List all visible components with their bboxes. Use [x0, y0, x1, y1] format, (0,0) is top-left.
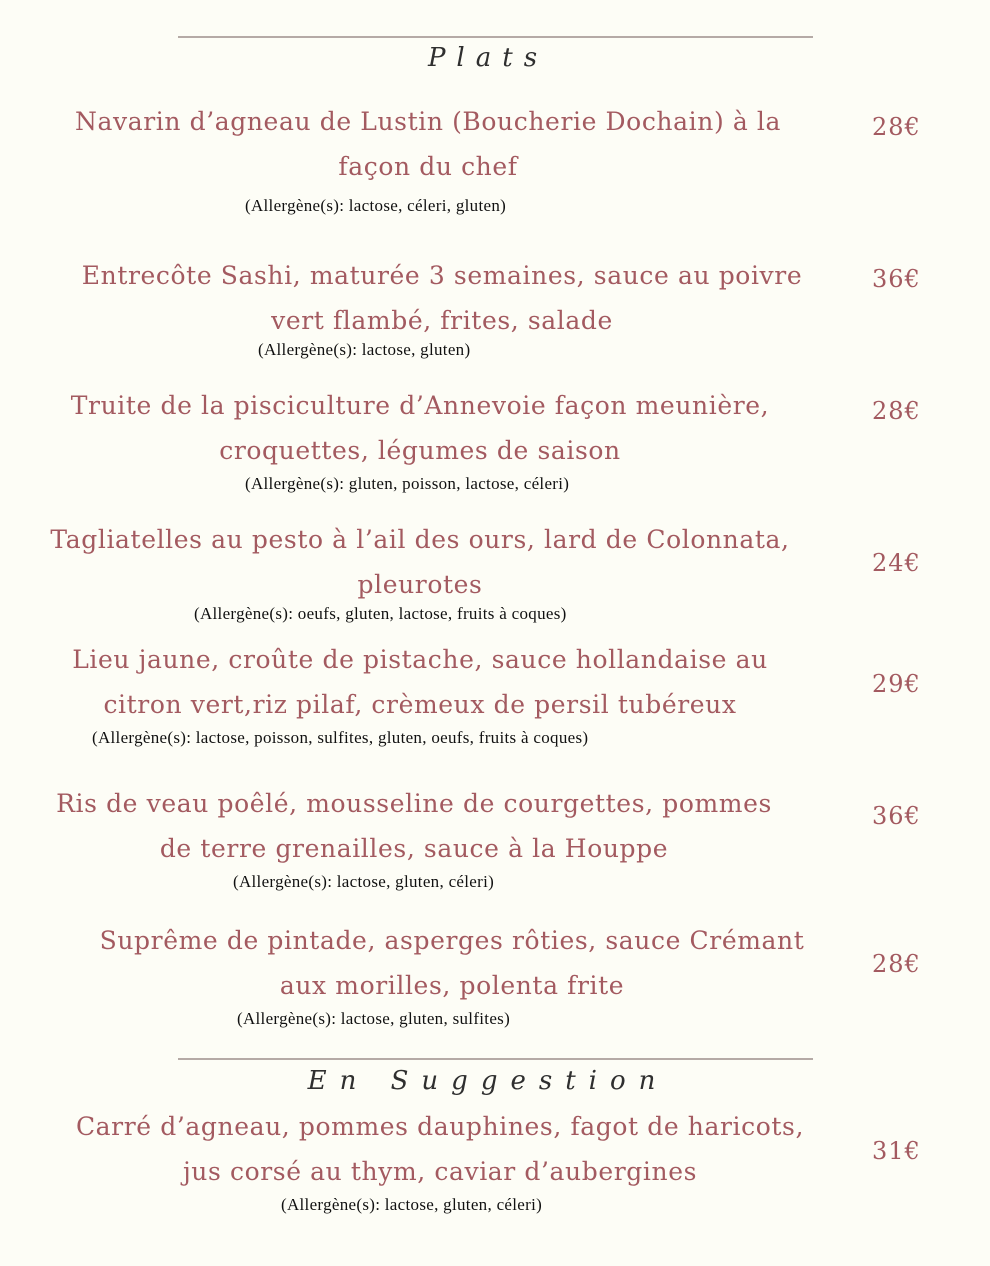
dish-name — [64, 918, 840, 1008]
dish-name-line: Ris de veau poêlé, mousseline de courgettes, pommes — [56, 789, 772, 818]
dish-name — [32, 637, 808, 727]
dish-name-line: citron vert,riz pilaf, crèmeux de persil tubéreux — [103, 690, 737, 719]
allergen-note: (Allergène(s): lactose, céleri, gluten) — [245, 196, 507, 215]
dish-price: 31€ — [872, 1137, 921, 1165]
dish-price: 36€ — [872, 265, 921, 293]
allergen-note: (Allergène(s): oeufs, gluten, lactose, fruits à coques) — [194, 604, 567, 623]
dish-name-line: Truite de la pisciculture d’Annevoie façon meunière, — [70, 391, 770, 420]
dish-name — [40, 99, 816, 189]
dish-price: 29€ — [872, 670, 921, 698]
dish-name-line: Tagliatelles au pesto à l’ail des ours, lard de Colonnata, — [50, 525, 790, 554]
dish-name-line: de terre grenailles, sauce à la Houppe — [159, 834, 669, 863]
section-divider-top — [178, 36, 813, 38]
dish-name-line: croquettes, légumes de saison — [219, 436, 621, 465]
dish-name-line: Navarin d’agneau de Lustin (Boucherie Dochain) à la — [75, 107, 781, 136]
dish-name — [20, 517, 820, 607]
dish-name-line: jus corsé au thym, caviar d’aubergines — [182, 1157, 698, 1186]
dish-name-line: Carré d’agneau, pommes dauphines, fagot de haricots, — [75, 1112, 805, 1141]
section-divider-suggestion — [178, 1058, 813, 1060]
dish-price: 28€ — [872, 397, 921, 425]
allergen-note: (Allergène(s): lactose, gluten, céleri) — [233, 872, 495, 891]
dish-name-line: vert flambé, frites, salade — [271, 306, 613, 335]
section-title-plats: Plats — [427, 43, 549, 73]
dish-price: 28€ — [872, 950, 921, 978]
dish-price: 28€ — [872, 113, 921, 141]
allergen-note: (Allergène(s): lactose, poisson, sulfites, gluten, oeufs, fruits à coques) — [92, 728, 589, 747]
allergen-note: (Allergène(s): gluten, poisson, lactose, céleri) — [245, 474, 570, 493]
dish-name-line: Entrecôte Sashi, maturée 3 semaines, sauce au poivre — [81, 261, 803, 290]
dish-name-line: aux morilles, polenta frite — [279, 971, 625, 1000]
dish-name-line: façon du chef — [338, 152, 518, 181]
dish-name — [54, 253, 830, 343]
dish-name-line: Lieu jaune, croûte de pistache, sauce hollandaise au — [72, 645, 768, 674]
suggestion-dish-name — [52, 1104, 828, 1194]
dish-name-line: Suprême de pintade, asperges rôties, sauce Crémant — [99, 926, 805, 955]
allergen-note: (Allergène(s): lactose, gluten, céleri) — [281, 1195, 543, 1214]
dish-name — [32, 383, 808, 473]
dish-price: 24€ — [872, 549, 921, 577]
dish-name — [26, 781, 802, 871]
dish-price: 36€ — [872, 802, 921, 830]
section-title-suggestion: En Suggestion — [307, 1066, 669, 1096]
dish-name-line: pleurotes — [357, 570, 483, 599]
allergen-note: (Allergène(s): lactose, gluten, sulfites) — [237, 1009, 511, 1028]
allergen-note: (Allergène(s): lactose, gluten) — [258, 340, 471, 359]
